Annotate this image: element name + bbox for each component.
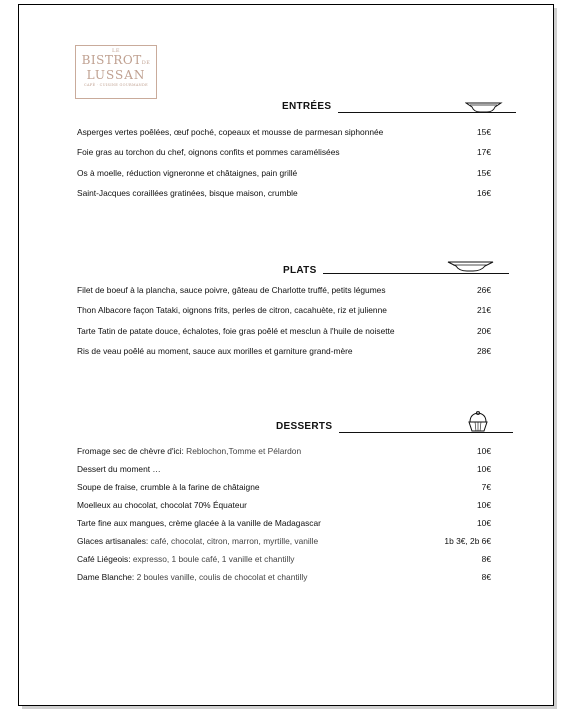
entree-row xyxy=(77,166,491,180)
dish-price: 7€ xyxy=(481,482,491,492)
serving-dish-icon xyxy=(465,102,503,114)
page-shadow-bottom xyxy=(22,706,557,709)
dish-description: Foie gras au torchon du chef, oignons confits et pommes caramélisées xyxy=(77,147,340,157)
plat-row xyxy=(77,324,491,338)
dish-price: 16€ xyxy=(477,188,491,198)
dessert-row xyxy=(77,534,491,548)
plats-title: PLATS xyxy=(283,265,317,276)
logo-line-2: BISTROTDE xyxy=(81,53,151,67)
dish-description: Os à moelle, réduction vigneronne et châtaignes, pain grillé xyxy=(77,168,298,178)
desserts-title: DESSERTS xyxy=(276,421,333,432)
dessert-description: Moelleux au chocolat, chocolat 70% Équateur xyxy=(77,500,247,510)
dish-price: 15€ xyxy=(477,127,491,137)
dish-price: 21€ xyxy=(477,305,491,315)
dish-price: 8€ xyxy=(481,572,491,582)
dessert-description: Tarte fine aux mangues, crème glacée à la vanille de Madagascar xyxy=(77,518,321,528)
logo-line-1: LE xyxy=(112,48,120,54)
dish-description: Filet de boeuf à la plancha, sauce poivre, gâteau de Charlotte truffé, petits légumes xyxy=(77,285,386,295)
dish-price: 1b 3€, 2b 6€ xyxy=(444,536,491,546)
plat-row xyxy=(77,283,491,297)
plat-row xyxy=(77,344,491,358)
dish-description: Asperges vertes poêlées, œuf poché, copeaux et mousse de parmesan siphonnée xyxy=(77,127,384,137)
entree-row xyxy=(77,125,491,139)
page-shadow-right xyxy=(554,8,557,708)
dessert-description: Dessert du moment … xyxy=(77,464,161,474)
dish-price: 17€ xyxy=(477,147,491,157)
dessert-row xyxy=(77,552,491,566)
dish-price: 8€ xyxy=(481,554,491,564)
restaurant-logo xyxy=(75,45,157,99)
dish-price: 10€ xyxy=(477,446,491,456)
dish-price: 10€ xyxy=(477,500,491,510)
dessert-row xyxy=(77,498,491,512)
dish-description: Thon Albacore façon Tataki, oignons frits, perles de citron, cacahuète, riz et julienne xyxy=(77,305,387,315)
dessert-description: Soupe de fraise, crumble à la farine de châtaigne xyxy=(77,482,260,492)
entrees-title: ENTRÉES xyxy=(282,101,332,112)
dish-price: 10€ xyxy=(477,464,491,474)
dessert-description: Glaces artisanales: café, chocolat, citron, marron, myrtille, vanille xyxy=(77,536,319,546)
dessert-row xyxy=(77,570,491,584)
dish-description: Tarte Tatin de patate douce, échalotes, foie gras poêlé et mesclun à l'huile de noisette xyxy=(77,326,395,336)
dish-price: 28€ xyxy=(477,346,491,356)
dessert-description: Café Liégeois: expresso, 1 boule café, 1 vanille et chantilly xyxy=(77,554,295,564)
dish-price: 10€ xyxy=(477,518,491,528)
dish-description: Ris de veau poêlé au moment, sauce aux morilles et garniture grand-mère xyxy=(77,346,353,356)
dessert-description: Dame Blanche: 2 boules vanille, coulis de chocolat et chantilly xyxy=(77,572,308,582)
logo-line-4: CAFÉ · CUISINE GOURMANDE xyxy=(83,83,149,87)
desserts-rule xyxy=(339,432,513,433)
logo-line-3: LUSSAN xyxy=(86,68,146,82)
dessert-description: Fromage sec de chèvre d'ici: Reblochon,Tomme et Pélardon xyxy=(77,446,302,456)
dish-description: Saint-Jacques coraillées gratinées, bisque maison, crumble xyxy=(77,188,298,198)
dish-price: 20€ xyxy=(477,326,491,336)
dish-price: 26€ xyxy=(477,285,491,295)
dessert-row xyxy=(77,462,491,476)
plate-icon xyxy=(447,261,495,273)
plat-row xyxy=(77,303,491,317)
entree-row xyxy=(77,145,491,159)
dessert-row xyxy=(77,480,491,494)
dish-price: 15€ xyxy=(477,168,491,178)
dessert-row xyxy=(77,444,491,458)
dessert-row xyxy=(77,516,491,530)
entree-row xyxy=(77,186,491,200)
menu-page xyxy=(18,4,554,706)
cupcake-icon xyxy=(466,410,490,432)
plats-rule xyxy=(323,273,509,274)
